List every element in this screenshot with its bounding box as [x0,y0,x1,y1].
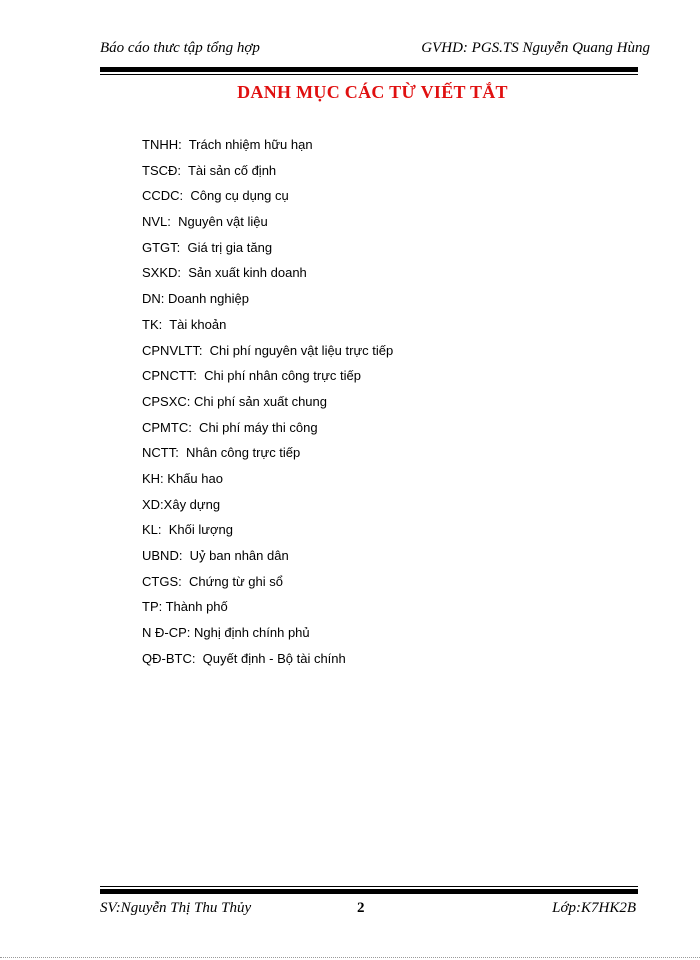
page-footer [100,900,636,922]
footer-class: Lớp:K7HK2B [552,900,636,916]
footer-rule-thin [100,886,638,887]
abbreviation-item: CPMTC: Chi phí máy thi công [142,419,318,435]
abbreviation-item: GTGT: Giá trị gia tăng [142,239,273,255]
header-report-title: Báo cáo thưc tập tổng hợp [100,40,260,56]
abbreviation-list [142,135,393,674]
abbreviation-item: QĐ-BTC: Quyết định - Bộ tài chính [142,650,346,666]
footer-page-number: 2 [357,900,365,916]
page-title: DANH MỤC CÁC TỪ VIẾT TẮT [237,82,508,102]
abbreviation-item: TNHH: Trách nhiệm hữu hạn [142,137,313,152]
abbreviation-item: XD:Xây dựng [142,496,221,512]
abbreviation-item: TSCĐ: Tài sản cố định [142,162,277,178]
abbreviation-item: CCDC: Công cụ dụng cụ [142,188,289,204]
abbreviation-item: NVL: Nguyên vật liệu [142,214,268,230]
footer-rule-thick [100,889,638,894]
header-rule-thin [100,74,638,75]
abbreviation-item: KL: Khối lượng [142,522,233,538]
abbreviation-item: TP: Thành phố [142,599,228,615]
abbreviation-item: DN: Doanh nghiệp [142,291,249,307]
abbreviation-item: CPNCTT: Chi phí nhân công trực tiếp [142,368,361,384]
header-supervisor: GVHD: PGS.TS Nguyễn Quang Hùng [421,40,650,56]
page-bottom-dotted-border [0,957,700,958]
page-header [100,40,650,62]
abbreviation-item: KH: Khấu hao [142,470,223,486]
abbreviation-item: TK: Tài khoản [142,316,227,332]
abbreviation-item: SXKD: Sản xuất kinh doanh [142,265,307,281]
abbreviation-item: UBND: Uỷ ban nhân dân [142,548,289,563]
abbreviation-item: N Đ-CP: Nghị định chính phủ [142,625,310,641]
abbreviation-item: CTGS: Chứng từ ghi sổ [142,573,283,589]
header-rule-thick [100,67,638,72]
abbreviation-item: CPNVLTT: Chi phí nguyên vật liệu trực tiếp [142,342,394,358]
abbreviation-item: CPSXC: Chi phí sản xuất chung [142,393,327,409]
abbreviation-item: NCTT: Nhân công trực tiếp [142,445,301,461]
footer-student-name: SV:Nguyễn Thị Thu Thủy [100,900,252,916]
